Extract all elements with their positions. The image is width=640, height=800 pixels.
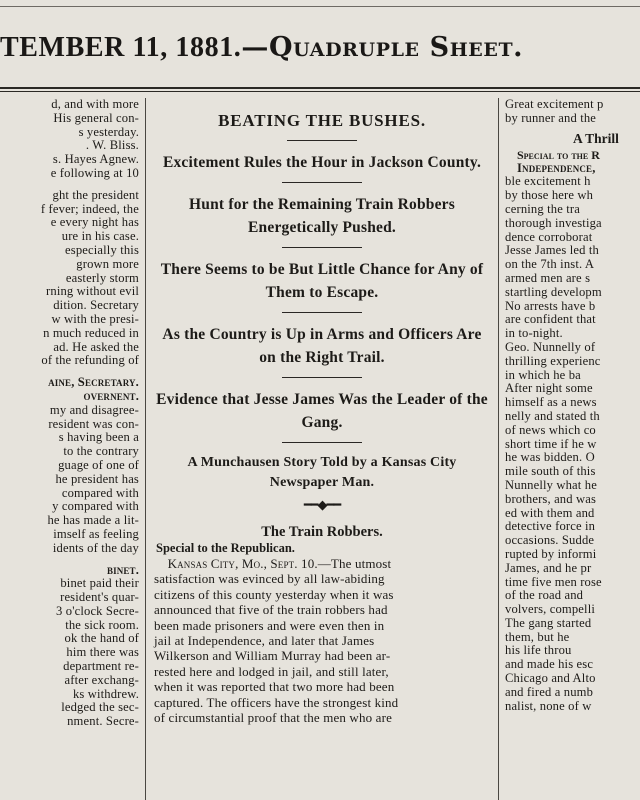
text-line: them, but he	[505, 630, 570, 644]
text-line: w with the presi-	[51, 312, 139, 326]
text-line: the sick room.	[65, 618, 139, 632]
text-line: nment. Secre-	[67, 715, 139, 729]
text-line: idents of the day	[52, 541, 139, 555]
text-line: armed men are s	[505, 271, 591, 285]
body-line: captured. The officers have the strongest kind	[154, 694, 399, 710]
right-column	[503, 98, 640, 800]
text-line: f fever; indeed, the	[40, 202, 139, 216]
deck-4: As the Country is Up in Arms and Officers Are on the Right Trail.	[162, 326, 482, 366]
text-line: No arrests have b	[505, 299, 596, 313]
text-line: His general con-	[53, 111, 139, 125]
dateline: Kansas City, Mo., Sept. 10.	[167, 556, 318, 571]
text-line: his life throu	[505, 644, 572, 658]
text-line: resident was con-	[48, 417, 139, 431]
text-line: to the contrary	[63, 445, 139, 459]
text-line: s yesterday.	[78, 125, 139, 139]
text-line: short time if he w	[505, 437, 597, 451]
right-subhead: A Thrill	[573, 130, 619, 146]
text-line: occasions. Sudde	[505, 534, 595, 548]
text-line: d, and with more	[51, 98, 139, 111]
text-line: dition. Secretary	[53, 299, 139, 313]
section-subhead: The Train Robbers.	[261, 524, 383, 540]
text-line: he was bidden. O	[505, 451, 595, 465]
text-line: in to-night.	[505, 327, 563, 341]
text-line: resident's quar-	[60, 591, 139, 605]
ornament-rule: ━━◆━━	[303, 498, 341, 513]
text-line: cerning the tra	[505, 202, 580, 216]
masthead-rule	[0, 87, 640, 89]
text-line: he president has	[55, 472, 139, 486]
text-line: ledged the sec-	[61, 701, 139, 715]
text-line: time five men rose	[505, 575, 602, 589]
text-line: y compared with	[52, 500, 139, 514]
text-line: Geo. Nunnelly of	[505, 340, 596, 354]
text-line: my and disagree-	[49, 403, 139, 417]
text-line: n much reduced in	[43, 326, 139, 340]
text-line: especially this	[65, 243, 139, 257]
article-body	[150, 556, 494, 725]
text-line: detective force in	[505, 520, 596, 534]
text-line: rning without evil	[46, 285, 139, 299]
body-line: been made prisoners and were even then in	[154, 617, 385, 633]
text-line: Chicago and Alto	[505, 672, 596, 686]
text-line: 3 o'clock Secre-	[56, 604, 139, 618]
text-line: e every night has	[50, 216, 139, 230]
text-line: s. Hayes Agnew.	[52, 153, 139, 167]
body-line: jail at Independence, and later that James	[154, 633, 375, 649]
column-divider-right	[498, 98, 499, 800]
text-line: ght the president	[52, 188, 139, 202]
text-line: rupted by informi	[505, 547, 597, 561]
top-rule	[0, 6, 640, 7]
separator-rule	[282, 377, 362, 378]
text-line: by those here wh	[505, 189, 594, 203]
center-column	[150, 98, 494, 800]
separator-rule	[287, 140, 357, 141]
text-line: ble excitement h	[505, 175, 591, 189]
text-line: startling developm	[505, 285, 602, 299]
body-line: by runner and the	[505, 111, 597, 125]
body-line-text: —The utmost	[317, 556, 392, 571]
text-line: thrilling experienc	[505, 354, 601, 368]
separator-rule	[282, 442, 362, 443]
text-line: dence corroborat	[505, 230, 593, 244]
separator-rule	[282, 182, 362, 183]
body-line	[150, 556, 494, 571]
deck-2: Hunt for the Remaining Train Robbers Energetically Pushed.	[189, 196, 455, 236]
text-line: easterly storm	[65, 271, 139, 285]
text-line: James, and he pr	[505, 561, 592, 575]
deck-5: Evidence that Jesse James Was the Leader of the Gang.	[156, 391, 488, 431]
text-line: volvers, compelli	[505, 603, 595, 617]
text-line: Jesse James led th	[505, 244, 599, 258]
body-line: when it was reported that two more had been	[154, 679, 395, 695]
right-special-credit	[503, 148, 640, 162]
separator-rule	[282, 312, 362, 313]
text-line: Independence,	[517, 161, 596, 175]
text-line: ok the hand of	[64, 632, 139, 646]
body-line: Wilkerson and William Murray had been ar-	[154, 648, 391, 664]
text-line: him there was	[66, 646, 139, 660]
masthead-date: TEMBER 11, 1881.	[0, 32, 242, 63]
text-line: brothers, and was	[505, 492, 597, 506]
text-line: Nunnelly what he	[505, 478, 597, 492]
body-line: rested here and lodged in jail, and still later,	[154, 663, 389, 679]
text-line	[0, 556, 143, 564]
text-line: . W. Bliss.	[85, 139, 139, 153]
text-line: guage of one of	[58, 458, 139, 472]
text-line: of the road and	[505, 589, 584, 603]
text-line: after exchang-	[64, 673, 139, 687]
body-line: satisfaction was evinced by all law-abiding	[154, 571, 385, 587]
text-line: After night some	[505, 382, 593, 396]
column-divider-left	[145, 98, 146, 800]
text-line: s having been a	[58, 431, 139, 445]
text-line: overnent.	[83, 389, 139, 403]
text-line: imself as feeling	[53, 527, 139, 541]
text-line: thorough investiga	[505, 216, 602, 230]
text-line: on the 7th inst. A	[505, 258, 595, 272]
article-headline: BEATING THE BUSHES.	[218, 111, 426, 130]
text-line	[0, 181, 143, 189]
text-line: and made his esc	[505, 658, 594, 672]
text-line: are confident that	[505, 313, 596, 327]
deck-6: A Munchausen Story Told by a Kansas City Newspaper Man.	[187, 455, 457, 490]
text-line: ks withdrew.	[72, 687, 139, 701]
text-line: grown more	[76, 257, 139, 271]
text-line: department re-	[63, 660, 139, 674]
special-credit: Special to the Republican.	[156, 541, 295, 555]
separator-rule	[282, 247, 362, 248]
left-column	[0, 98, 143, 800]
text-line: himself as a news	[505, 396, 597, 410]
right-special-text: Special to the R	[517, 147, 600, 162]
text-line: ad. He asked the	[53, 340, 139, 354]
text-line: and fired a numb	[505, 685, 594, 699]
masthead-sheet: —Quadruple Sheet.	[241, 32, 524, 63]
text-line: nalist, none of w	[505, 699, 592, 713]
deck-3: There Seems to be But Little Chance for Any of Them to Escape.	[160, 261, 484, 301]
text-line	[0, 368, 143, 376]
text-line: The gang started	[505, 616, 592, 630]
masthead-rule-thin	[0, 91, 640, 92]
text-line: compared with	[61, 486, 139, 500]
masthead	[0, 30, 640, 64]
text-line: e following at 10	[50, 166, 139, 180]
body-line: Great excitement p	[505, 98, 604, 111]
text-line: of the refunding of	[41, 354, 139, 368]
body-line: of circumstantial proof that the men who are	[154, 710, 392, 726]
text-line: nelly and stated th	[505, 409, 600, 423]
text-line: ure in his case.	[61, 230, 139, 244]
text-line: mile south of this	[505, 465, 596, 479]
right-body	[503, 162, 640, 714]
deck-1: Excitement Rules the Hour in Jackson County.	[162, 154, 482, 171]
body-line: announced that five of the train robbers had	[154, 602, 388, 618]
text-line: ed with them and	[505, 506, 595, 520]
text-line: binet paid their	[60, 577, 139, 591]
body-line: citizens of this county yesterday when it was	[154, 586, 394, 602]
text-line: aine, Secretary.	[48, 376, 139, 390]
text-line: in which he ba	[505, 368, 581, 382]
text-line: he has made a lit-	[47, 514, 139, 528]
text-line: binet.	[106, 563, 139, 577]
text-line: of news which co	[505, 423, 596, 437]
